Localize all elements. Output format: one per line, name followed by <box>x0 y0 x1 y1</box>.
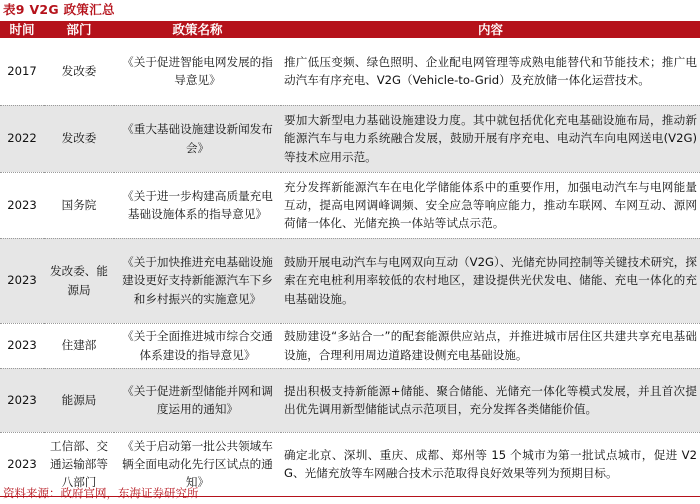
cell-year: 2023 <box>0 368 44 432</box>
header-content: 内容 <box>281 21 700 38</box>
cell-policy-name: 《重大基础设施建设新闻发布会》 <box>114 105 281 172</box>
cell-policy-name: 《关于加快推进充电基础设施建设更好支持新能源汽车下乡和乡村振兴的实施意见》 <box>114 238 281 323</box>
cell-content: 要加大新型电力基础设施建设力度。其中就包括优化充电基础设施布局，推动新能源汽车与电力系统融合发展，鼓励开展有序充电、电动汽车向电网送电(V2G)等技术应用示范。 <box>281 105 700 172</box>
cell-content: 充分发挥新能源汽车在电化学储能体系中的重要作用，加强电动汽车与电网能量互动，提高电网调峰调频、安全应急等响应能力，推动车联网、车网互动、源网荷储一体化、光储充换一体站等试点示范。 <box>281 172 700 238</box>
table-title: 表9 V2G 政策汇总 <box>3 2 115 17</box>
header-name: 政策名称 <box>114 21 281 38</box>
table-row <box>0 368 700 432</box>
table-row <box>0 172 700 238</box>
table-body <box>0 38 700 496</box>
cell-content: 推广低压变频、绿色照明、企业配电网管理等成熟电能替代和节能技术；推广电动汽车有序充电、V2G（Vehicle-to-Grid）及充放储一体化运营技术。 <box>281 38 700 105</box>
table-row <box>0 238 700 323</box>
cell-policy-name: 《关于促进新型储能并网和调度运用的通知》 <box>114 368 281 432</box>
policy-table <box>0 21 700 497</box>
cell-policy-name: 《关于全面推进城市综合交通体系建设的指导意见》 <box>114 323 281 368</box>
cell-policy-name: 《关于启动第一批公共领域车辆全面电动化先行区试点的通知》 <box>114 432 281 496</box>
cell-content: 提出积极支持新能源+储能、聚合储能、光储充一体化等模式发展，并且首次提出优先调用新型储能试点示范项目，充分发挥各类储能价值。 <box>281 368 700 432</box>
cell-content: 鼓励开展电动汽车与电网双向互动（V2G）、光储充协同控制等关键技术研究，探索在充电桩利用率较低的农村地区，建设提供光伏发电、储能、充电一体化的充电基础设施。 <box>281 238 700 323</box>
cell-dept: 发改委、能源局 <box>44 238 114 323</box>
header-year: 时间 <box>0 21 44 38</box>
cell-dept: 国务院 <box>44 172 114 238</box>
table-header <box>0 21 700 38</box>
cell-year: 2017 <box>0 38 44 105</box>
source-note: 资料来源：政府官网，东海证券研究所 <box>3 486 199 500</box>
cell-dept: 住建部 <box>44 323 114 368</box>
cell-dept: 发改委 <box>44 105 114 172</box>
cell-content: 确定北京、深圳、重庆、成都、郑州等 15 个城市为第一批试点城市，促进 V2G、光储充放等车网融合技术示范取得良好效果等列为预期目标。 <box>281 432 700 496</box>
table-row <box>0 38 700 105</box>
cell-year: 2023 <box>0 238 44 323</box>
cell-year: 2022 <box>0 105 44 172</box>
cell-content: 鼓励建设“多站合一”的配套能源供应站点，并推进城市居住区共建共享充电基础设施，合理利用周边道路建设侧充电基础设施。 <box>281 323 700 368</box>
cell-year: 2023 <box>0 172 44 238</box>
cell-policy-name: 《关于促进智能电网发展的指导意见》 <box>114 38 281 105</box>
header-dept: 部门 <box>44 21 114 38</box>
cell-dept: 发改委 <box>44 38 114 105</box>
cell-policy-name: 《关于进一步构建高质量充电基础设施体系的指导意见》 <box>114 172 281 238</box>
table-row <box>0 105 700 172</box>
cell-dept: 能源局 <box>44 368 114 432</box>
table-row <box>0 323 700 368</box>
cell-year: 2023 <box>0 323 44 368</box>
cell-dept: 工信部、交通运输部等八部门 <box>44 432 114 496</box>
cell-year: 2023 <box>0 432 44 496</box>
header-row <box>0 21 700 38</box>
